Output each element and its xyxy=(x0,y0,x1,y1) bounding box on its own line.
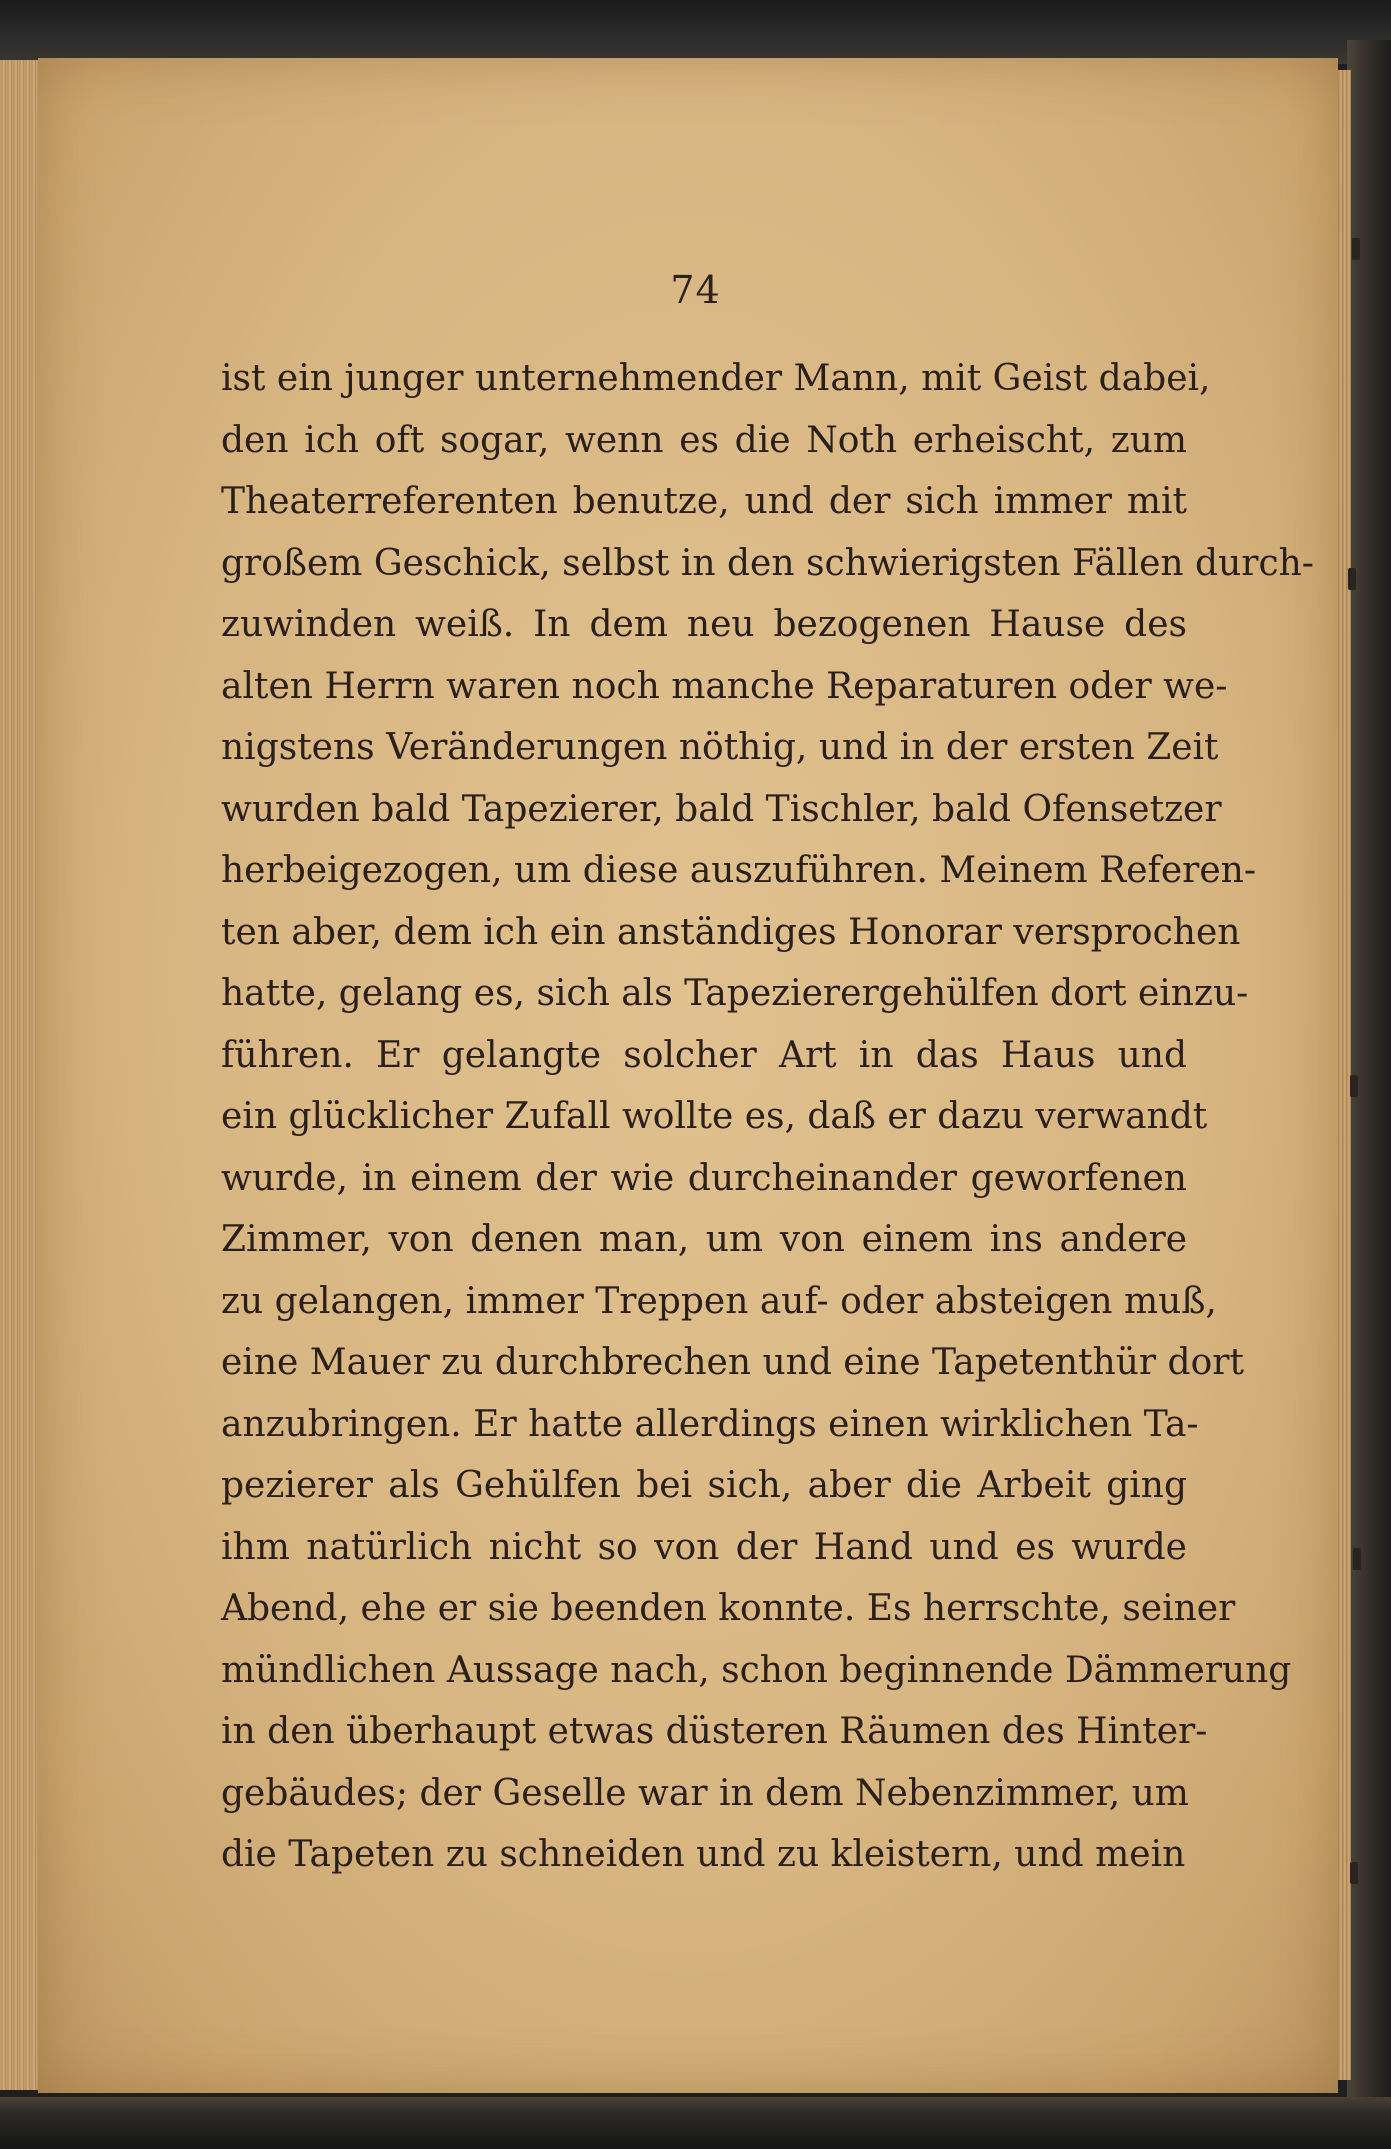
page-number: 74 xyxy=(670,268,721,312)
binding-thread-mark xyxy=(1353,1548,1361,1570)
text-line: zu gelangen, immer Treppen auf- oder absteigen muß, xyxy=(221,1280,1217,1322)
text-line: ihm natürlich nicht so von der Hand und es wurde xyxy=(221,1526,1187,1568)
text-line: pezierer als Gehülfen bei sich, aber die Arbeit ging xyxy=(221,1465,1187,1506)
text-line: anzubringen. Er hatte allerdings einen wirklichen Ta- xyxy=(221,1403,1199,1445)
binding-thread-mark xyxy=(1350,1075,1358,1097)
text-line: hatte, gelang es, sich als Tapezierergehülfen dort einzu- xyxy=(221,973,1249,1014)
page-body-text xyxy=(221,348,1314,1886)
text-line: ein glücklicher Zufall wollte es, daß er dazu verwandt xyxy=(221,1096,1208,1137)
text-line: Theaterreferenten benutze, und der sich immer mit xyxy=(221,481,1187,522)
text-line: mündlichen Aussage nach, schon beginnende Dämmerung xyxy=(221,1649,1292,1691)
text-line: Abend, ehe er sie beenden konnte. Es herrschte, seiner xyxy=(221,1588,1236,1629)
text-line: führen. Er gelangte solcher Art in das Haus und xyxy=(221,1034,1187,1076)
text-line: gebäudes; der Geselle war in dem Nebenzimmer, um xyxy=(221,1772,1189,1814)
binding-thread-mark xyxy=(1348,568,1356,590)
text-line: ten aber, dem ich ein anständiges Honorar versprochen xyxy=(221,911,1241,953)
text-line: den ich oft sogar, wenn es die Noth erheischt, zum xyxy=(221,419,1187,461)
text-line: alten Herrn waren noch manche Reparaturen oder we- xyxy=(221,665,1228,707)
binding-top xyxy=(0,0,1391,64)
text-line: Zimmer, von denen man, um von einem ins andere xyxy=(221,1219,1187,1260)
binding-bottom xyxy=(0,2097,1391,2149)
binding-thread-mark xyxy=(1352,238,1360,260)
text-line: herbeigezogen, um diese auszuführen. Meinem Referen- xyxy=(221,850,1257,891)
text-line: ist ein junger unternehmender Mann, mit Geist dabei, xyxy=(221,358,1211,399)
page-edges-left xyxy=(0,60,40,2090)
text-line: eine Mauer zu durchbrechen und eine Tapetenthür dort xyxy=(221,1342,1244,1383)
text-line: wurden bald Tapezierer, bald Tischler, bald Ofensetzer xyxy=(221,788,1222,830)
text-line: nigstens Veränderungen nöthig, und in der ersten Zeit xyxy=(221,727,1219,768)
binding-thread-mark xyxy=(1350,1862,1358,1884)
text-line: in den überhaupt etwas düsteren Räumen des Hinter- xyxy=(221,1711,1208,1752)
text-line: wurde, in einem der wie durcheinander geworfenen xyxy=(221,1157,1187,1199)
text-line: großem Geschick, selbst in den schwierigsten Fällen durch- xyxy=(221,542,1314,584)
text-line: zuwinden weiß. In dem neu bezogenen Hause des xyxy=(221,604,1187,645)
text-line: die Tapeten zu schneiden und zu kleistern, und mein xyxy=(221,1834,1186,1875)
